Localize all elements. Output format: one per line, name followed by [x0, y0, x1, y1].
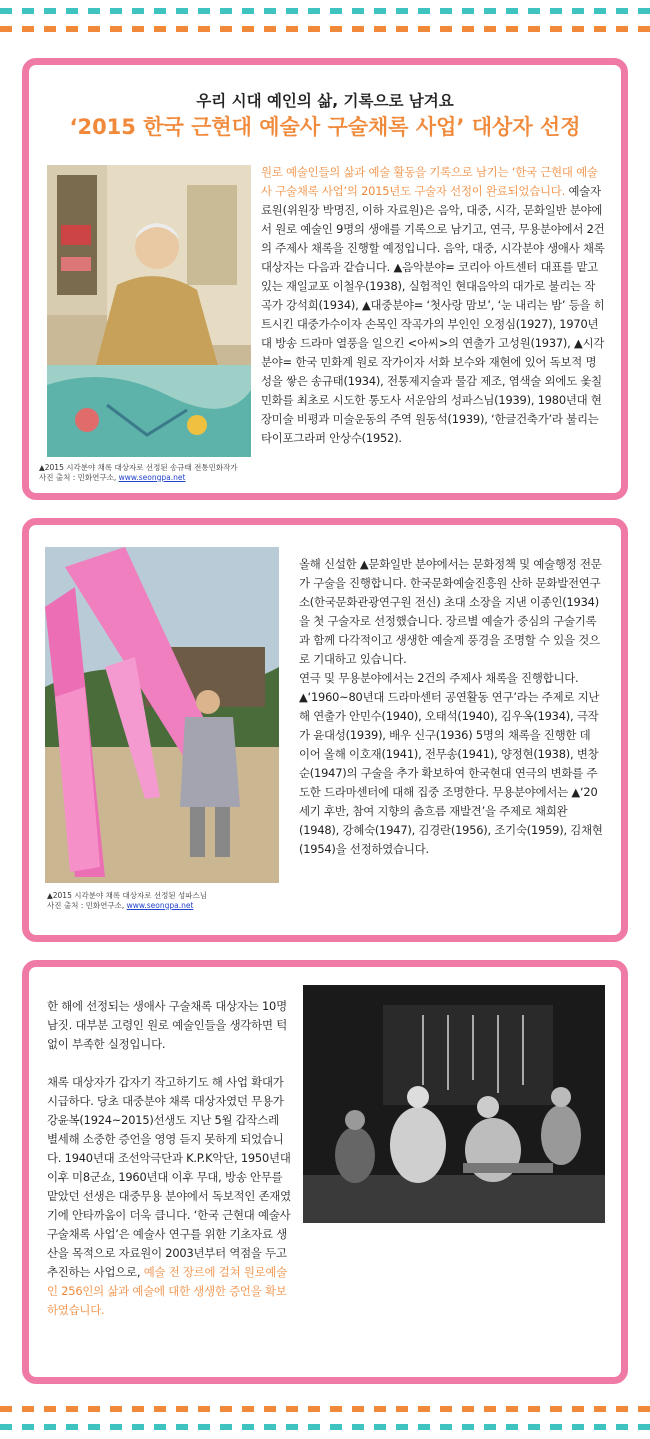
- panel1-body: [261, 163, 605, 448]
- closing-highlight: 예술 전 장르에 걸쳐 원로예술인 256인의 삶과 예술에 대한 생생한 증언을 확보하였습니다.: [47, 1265, 288, 1317]
- top-stripe-teal: [0, 8, 650, 14]
- panel3-body: [47, 997, 293, 1320]
- photo-caption-1: [39, 463, 259, 483]
- article-panel-3: [22, 960, 628, 1384]
- bottom-stripe-teal: [0, 1424, 650, 1430]
- body-text: 예술자료원(위원장 박명진, 이하 자료원)은 음악, 대중, 시각, 문화일반 분야에서 원로 예술인 9명의 생애를 기록으로 남기고, 연극, 무용분야에서 2건의 주제사 채록을 진행할 예정입니다. 음악, 대중, 시각분야 생애사 채록 대상자는 다음과 같습니다. ▲음악분야= 코리아 아트센터 대표를 맡고 있는 재일교포 이철우(1938), 실험적인 현대음악의 대가로 불리는 작곡가 강석희(1934), ▲대중분야= ‘첫사랑 맘보’, ‘눈 내리는 밤’ 등을 히트시킨 대중가수이자 손목인 작곡가의 부인인 오정심(1927), 1970년대 방송 드라마 열풍을 일으킨 <아씨>의 연출가 고성원(1937), ▲시각분야= 한국 민화계 원로 작가이자 서화 보수와 재현에 있어 독보적 명성을 쌓은 송규태(1934), 전통제지술과 물감 제조, 염색술 외에도 옻칠민화를 최초로 시도한 통도사 서운암의 성파스님(1939), 1980년대 현장미술 비평과 미술운동의 주역 원동석(1939), ‘한글건축가’라 불리는 타이포그라퍼 안상수(1952).: [261, 184, 605, 445]
- source-link[interactable]: www.seongpa.net: [126, 901, 194, 910]
- panel2-body: [299, 555, 603, 859]
- source-link[interactable]: www.seongpa.net: [118, 473, 186, 482]
- paragraph: 채록 대상자가 갑자기 작고하기도 해 사업 확대가 시급하다. 당초 대중분야 채록 대상자였던 무용가 강윤복(1924~2015)선생도 지난 5월 갑작스레 별세해 소중한 증언을 영영 듣지 못하게 되었습니다. 1940년대 조선악극단과 K.P.K악단, 1950년대 이후 미8군쇼, 1960년대 이후 무대, 방송 안무를 맡았던 선생은 대중무용 분야에서 독보적인 존재였기에 안타까움이 더욱 큽니다. ‘한국 근현대 예술사 구술채록 사업’은 예술사 연구를 위한 기초자료 생산을 목적으로 자료원이 2003년부터 역점을 두고 추진하는 사업으로, 예술 전 장르에 걸쳐 원로예술인 256인의 삶과 예술에 대한 생생한 증언을 확보하였습니다.: [47, 1075, 291, 1317]
- caption-source: 사진 출처 : 민화연구소, www.seongpa.net: [47, 901, 194, 910]
- paragraph: 한 해에 선정되는 생애사 구술채록 대상자는 10명 남짓. 대부분 고령인 원로 예술인들을 생각하면 턱없이 부족한 실정입니다.: [47, 999, 288, 1051]
- paragraph: 올해 신설한 ▲문화일반 분야에서는 문화정책 및 예술행정 전문가 구술을 진행합니다. 한국문화예술진흥원 산하 문화발전연구소(한국문화관광연구원 전신) 초대 소장을 지낸 이종인(1934)을 첫 구술자로 선정했습니다. 장르별 예술가 중심의 구술기록과 함께 다각적이고 생생한 예술계 풍경을 조명할 수 있을 것으로 기대하고 있습니다.: [299, 557, 602, 666]
- caption-text: ▲2015 시각분야 채록 대상자로 선정된 송규태 전통민화작가: [39, 463, 238, 472]
- article-panel-1: [22, 58, 628, 500]
- bottom-stripe-orange: [0, 1406, 650, 1412]
- photo-monk-dyeing: [45, 547, 279, 883]
- top-stripe-orange: [0, 26, 650, 32]
- photo-painter: [47, 165, 251, 457]
- caption-source: 사진 출처 : 민화연구소, www.seongpa.net: [39, 473, 186, 482]
- article-subtitle: 우리 시대 예인의 삶, 기록으로 남겨요: [196, 92, 454, 110]
- article-title: ‘2015 한국 근현대 예술사 구술채록 사업’ 대상자 선정: [69, 115, 581, 139]
- photo-stage-performance: [303, 985, 605, 1223]
- paragraph: 연극 및 무용분야에서는 2건의 주제사 채록을 진행합니다. ▲‘1960~80년대 드라마센터 공연활동 연구’라는 주제로 지난해 연출가 안민수(1940), 오태석(1940), 김우옥(1934), 극작가 윤대성(1939), 배우 신구(1936) 5명의 채록을 진행한 데 이어 올해 이호재(1941), 전무송(1941), 양정현(1938), 변창순(1947)의 구술을 추가 확보하여 한국현대 연극의 변화를 주도한 드라마센터에 대해 집중 조명한다. 무용분야에서는 ▲‘20세기 후반, 참여 지향의 춤흐름 재발견’을 주제로 채희완(1948), 강혜숙(1947), 김경란(1956), 조기숙(1959), 김채현(1954)을 선정하였습니다.: [299, 671, 603, 856]
- lead-highlight: 원로 예술인들의 삶과 예술 활동을 기록으로 남기는 ‘한국 근현대 예술사 구술채록 사업’의 2015년도 구술자 선정이 완료되었습니다.: [261, 165, 598, 198]
- photo-caption-2: [47, 891, 277, 911]
- caption-text: ▲2015 시각분야 채록 대상자로 선정된 성파스님: [47, 891, 207, 900]
- article-panel-2: [22, 518, 628, 942]
